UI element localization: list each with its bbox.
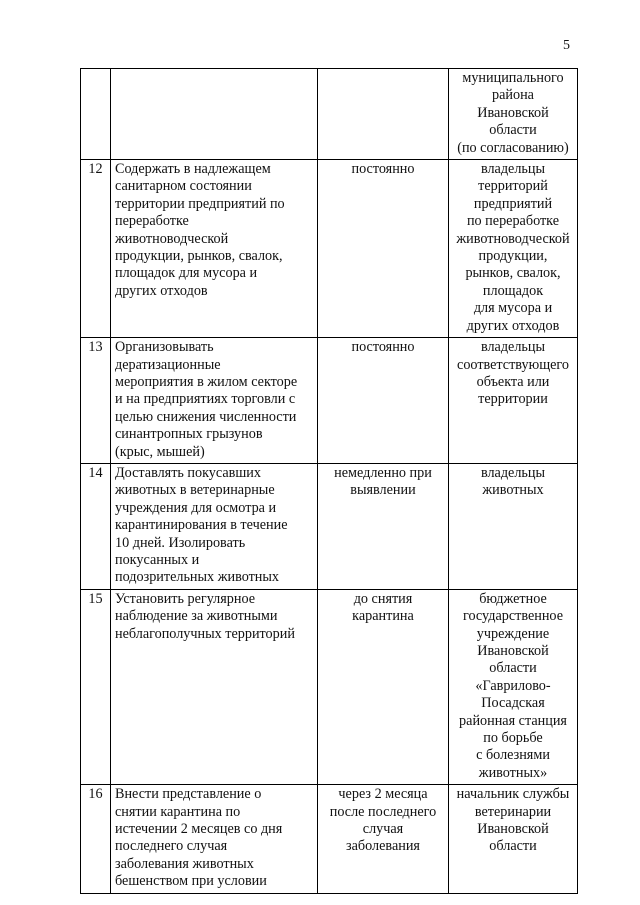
row-number: 16	[81, 785, 111, 893]
page-number: 5	[563, 38, 570, 53]
term-cell: до снятия карантина	[318, 589, 449, 784]
table-row	[81, 589, 578, 784]
action-cell: Доставлять покусавших животных в ветеринарные учреждения для осмотра и карантинирования в течение 10 дней. Изолировать покусанных и подозрительных животных	[111, 463, 318, 589]
row-number: 12	[81, 160, 111, 338]
responsible-cell: муниципального района Ивановской области (по согласованию)	[449, 69, 578, 160]
action-cell: Организовывать дератизационные мероприятия в жилом секторе и на предприятиях торговли с целью снижения численности синантропных грызунов (крыс, мышей)	[111, 338, 318, 464]
responsible-cell: начальник службы ветеринарии Ивановской области	[449, 785, 578, 893]
action-cell	[111, 69, 318, 160]
table-row	[81, 338, 578, 464]
table-row	[81, 69, 578, 160]
responsible-cell: владельцы соответствующего объекта или территории	[449, 338, 578, 464]
row-number: 14	[81, 463, 111, 589]
term-cell: немедленно при выявлении	[318, 463, 449, 589]
term-cell: через 2 месяца после последнего случая заболевания	[318, 785, 449, 893]
row-number: 13	[81, 338, 111, 464]
term-cell	[318, 69, 449, 160]
action-cell: Внести представление о снятии карантина по истечении 2 месяцев со дня последнего случая заболевания животных бешенством при условии	[111, 785, 318, 893]
term-cell: постоянно	[318, 338, 449, 464]
responsible-cell: владельцы животных	[449, 463, 578, 589]
term-cell: постоянно	[318, 160, 449, 338]
measures-table	[80, 68, 578, 894]
action-cell: Установить регулярное наблюдение за животными неблагополучных территорий	[111, 589, 318, 784]
table-row	[81, 785, 578, 893]
table-row	[81, 160, 578, 338]
row-number: 15	[81, 589, 111, 784]
responsible-cell: владельцы территорий предприятий по переработке животноводческой продукции, рынков, свалок, площадок для мусора и других отходов	[449, 160, 578, 338]
table-row	[81, 463, 578, 589]
responsible-cell: бюджетное государственное учреждение Ивановской области «Гаврилово- Посадская районная станция по борьбе с болезнями животных»	[449, 589, 578, 784]
action-cell: Содержать в надлежащем санитарном состоянии территории предприятий по переработке животноводческой продукции, рынков, свалок, площадок для мусора и других отходов	[111, 160, 318, 338]
row-number	[81, 69, 111, 160]
